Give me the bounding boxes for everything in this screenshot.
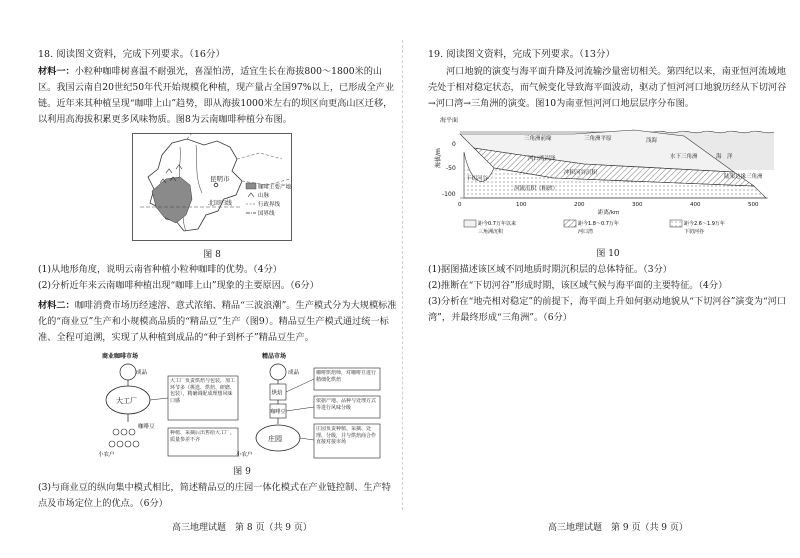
material-2-text: 咖啡消费市场历经速溶、意式浓缩、精品“三波浪潮”。生产模式分为大规模标准化的“商业豆”生产和小规模高品质的“精品豆”生产（图9）。精品豆生产模式通过统一标准、全程可追溯，实现了从种植到成品的“种子到杯子”精品豆生产。: [38, 300, 397, 343]
q18-3: (3)与商业豆的纵向集中模式相比，简述精品豆的庄园一体化模式在产业链控制、生产特点及市场定位上的优点。（6分）: [38, 482, 391, 509]
material-1: [38, 64, 398, 128]
farmer-description: 种植、采摘后出售给大工厂，质量参差不齐: [170, 430, 236, 443]
estate-label: 庄园: [268, 435, 282, 443]
q19-heading: 19. 阅读图文资料，完成下列要求。（13分）: [428, 49, 615, 60]
incised-label: 冲积河谷沉积: [564, 170, 598, 176]
figure-9-diagram: [94, 352, 384, 462]
x-unit-label: 距离/km: [598, 210, 620, 216]
specialty-farmers-label: 小农户: [236, 452, 253, 458]
legend-mountain: 山脉: [258, 193, 270, 199]
q18-2: (2)分析近年来云南咖啡种植出现“咖啡上山”现象的主要原因。（6分）: [38, 280, 319, 291]
legend-3: 距今2.6～1.9万年: [684, 221, 725, 227]
figure-10-section: [434, 112, 778, 244]
tropic-label: 北回归线: [208, 200, 233, 207]
legend-3b: 下切河谷: [684, 229, 705, 235]
material-2-label: 材料二：: [38, 300, 75, 311]
specialty-product: 成品: [288, 370, 300, 376]
x-tick: 0: [458, 202, 462, 208]
x-tick: 100: [516, 202, 527, 208]
raw-beans-label: 咖啡豆: [138, 424, 155, 430]
commercial-product: 成品: [136, 370, 148, 376]
factory-description: 大工厂负责烘焙与包装，加工环节多（挑选、烘焙、研磨、包装），精确调配成理想风味口感: [170, 378, 236, 404]
estuary-swamp-label: 河口湾沼泽: [528, 156, 556, 162]
q19-3: (3)分析在“地壳相对稳定”的前提下，海平面上升如何驱动地貌从“下切河谷”演变为“河口湾”，并最终形成“三角洲”。（6分）: [428, 296, 787, 323]
figure-8-map: [132, 133, 292, 241]
kunming-label: 昆明市: [210, 175, 230, 183]
x-tick: 300: [632, 202, 643, 208]
shelf-delta-label: 陆架边缘三角洲: [724, 174, 763, 180]
factory-label: 大工厂: [116, 397, 137, 405]
ocean-label: 海 洋: [716, 154, 733, 160]
x-tick: 400: [690, 202, 701, 208]
x-tick: 500: [748, 202, 759, 208]
material-1-text: 小粒种咖啡树喜温不耐强光，喜湿怕涝，适宜生长在海拔800～1800米的山区。我国云南自20世纪50年代开始规模化种植，现产量占全国97%以上，已形成全产业链。近年来其种植呈现“咖啡上山”趋势，即从海拔1000米左右的坝区向更高山区迁移，以利用高海拔积累更多风味物质。图8为云南咖啡种植分布图。: [38, 66, 395, 125]
shallow-sea-label: 浅海: [646, 138, 658, 144]
underwater-delta-label: 水下三角洲: [670, 154, 698, 160]
q19-1: (1)据图描述该区域不同地质时期沉积层的总体特征。（3分）: [428, 264, 672, 275]
specialty-desc-2: 依据产地、品种与处理方式等进行风味分级: [316, 398, 377, 411]
roast-label: 烘焙: [271, 390, 283, 397]
specialty-desc-1: 咖啡烘焙师，对咖啡豆进行精细化烘焙: [316, 370, 377, 383]
legend-1b: 三角洲沉积: [478, 229, 504, 235]
y-axis-label: 海拔/m: [435, 148, 442, 168]
specialty-beans-label: 咖啡豆: [270, 409, 286, 415]
legend-boundary: 行政界线: [258, 202, 281, 208]
fluvial-label: 河流沉积（粗砂）: [514, 186, 559, 192]
specialty-desc-3: 庄园负责种植、采摘、处理、分级，并与烘焙商合作直接对接市场: [316, 426, 377, 445]
page-8-footer: 高三地理试题 第 8 页（共 9 页）: [172, 523, 312, 533]
figure-10-caption: 图 10: [596, 249, 620, 259]
x-tick: 200: [574, 202, 585, 208]
material-2: [38, 298, 398, 346]
q19-intro: 河口地貌的演变与海平面升降及河流输沙量密切相关。第四纪以来，南亚恒河流域地壳处于相对稳定状态，而气候变化导致海平面波动，驱动了恒河河口地貌历经从下切河谷→河口湾→三角洲的演变。图10为南亚恒河河口地层层序分布图。: [428, 66, 787, 109]
y-tick-0: 0: [452, 141, 456, 148]
sea-level-label: 海平面: [440, 117, 459, 124]
figure-8-caption: 图 8: [203, 250, 221, 260]
page-9: [418, 0, 787, 558]
y-tick-100: -100: [442, 191, 456, 198]
legend-2b: 河口湾: [578, 229, 594, 235]
page-9-footer: 高三地理试题 第 9 页（共 9 页）: [548, 523, 688, 533]
delta-front-label: 三角洲前缘: [524, 136, 552, 142]
figure-9-caption: 图 9: [233, 467, 251, 477]
q18-1: (1)从地形角度，说明云南省种植小粒种咖啡的优势。（4分）: [38, 264, 282, 275]
y-tick-50: -50: [446, 165, 456, 172]
valley-label: 下切河谷: [466, 176, 489, 182]
legend-1: 距今0.7万年以来: [478, 221, 516, 227]
delta-plain-label: 三角洲平原: [584, 136, 612, 142]
commercial-market-title: 商业咖啡市场: [102, 353, 139, 360]
legend-coffee: 咖啡主要产地: [258, 184, 292, 191]
specialty-market-title: 精品市场: [262, 353, 287, 360]
material-1-label: 材料一：: [38, 66, 75, 77]
legend-2: 距今1.8～0.7万年: [578, 221, 619, 227]
farmers-label: 小农户: [98, 452, 115, 458]
legend-national: 国界线: [258, 211, 275, 217]
page-divider: [402, 40, 403, 510]
q19-2: (2)推断在“下切河谷”形成时期，该区域气候与海平面的主要特征。（4分）: [428, 280, 728, 291]
q18-heading: 18. 阅读图文资料，完成下列要求。（16分）: [38, 49, 225, 60]
page-8: [22, 0, 397, 558]
